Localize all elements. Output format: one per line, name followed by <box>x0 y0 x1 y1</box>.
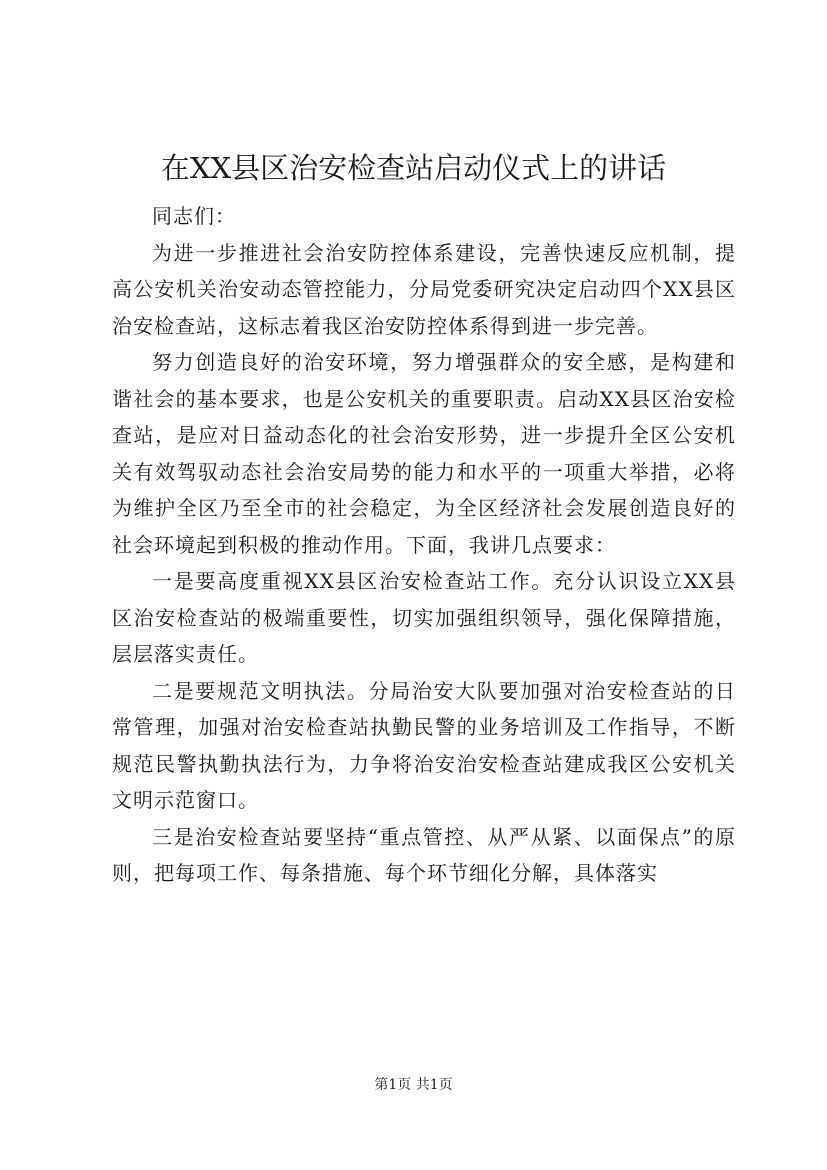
paragraph-importance: 努力创造良好的治安环境，努力增强群众的安全感，是构建和谐社会的基本要求，也是公安机关的重要职责。启动XX县区治安检查站，是应对日益动态化的社会治安形势，进一步提升全区公安机关有效驾驭动态社会治安局势的能力和水平的一项重大举措，必将为维护全区乃至全市的社会稳定，为全区经济社会发展创造良好的社会环境起到积极的推动作用。下面，我讲几点要求： <box>112 350 736 557</box>
document-title: 在XX县区治安检查站启动仪式上的讲话 <box>160 151 667 185</box>
page-number-footer: 第1页 共1页 <box>374 1077 453 1093</box>
paragraph-requirement-1: 一是要高度重视XX县区治安检查站工作。充分认识设立XX县区治安检查站的极端重要性，切实加强组织领导，强化保障措施，层层落实责任。 <box>112 569 736 666</box>
paragraph-requirement-2: 二是要规范文明执法。分局治安大队要加强对治安检查站的日常管理，加强对治安检查站执勤民警的业务培训及工作指导，不断规范民警执勤执法行为，力争将治安治安检查站建成我区公安机关文明示范窗口。 <box>112 678 736 812</box>
paragraph-intro: 为进一步推进社会治安防控体系建设，完善快速反应机制，提高公安机关治安动态管控能力，分局党委研究决定启动四个XX县区治安检查站，这标志着我区治安防控体系得到进一步完善。 <box>112 240 736 338</box>
paragraph-requirement-3: 三是治安检查站要坚持“重点管控、从严从紧、以面保点”的原则，把每项工作、每条措施、每个环节细化分解，具体落实 <box>112 824 736 885</box>
document-body <box>112 198 736 892</box>
salutation: 同志们： <box>152 204 236 228</box>
